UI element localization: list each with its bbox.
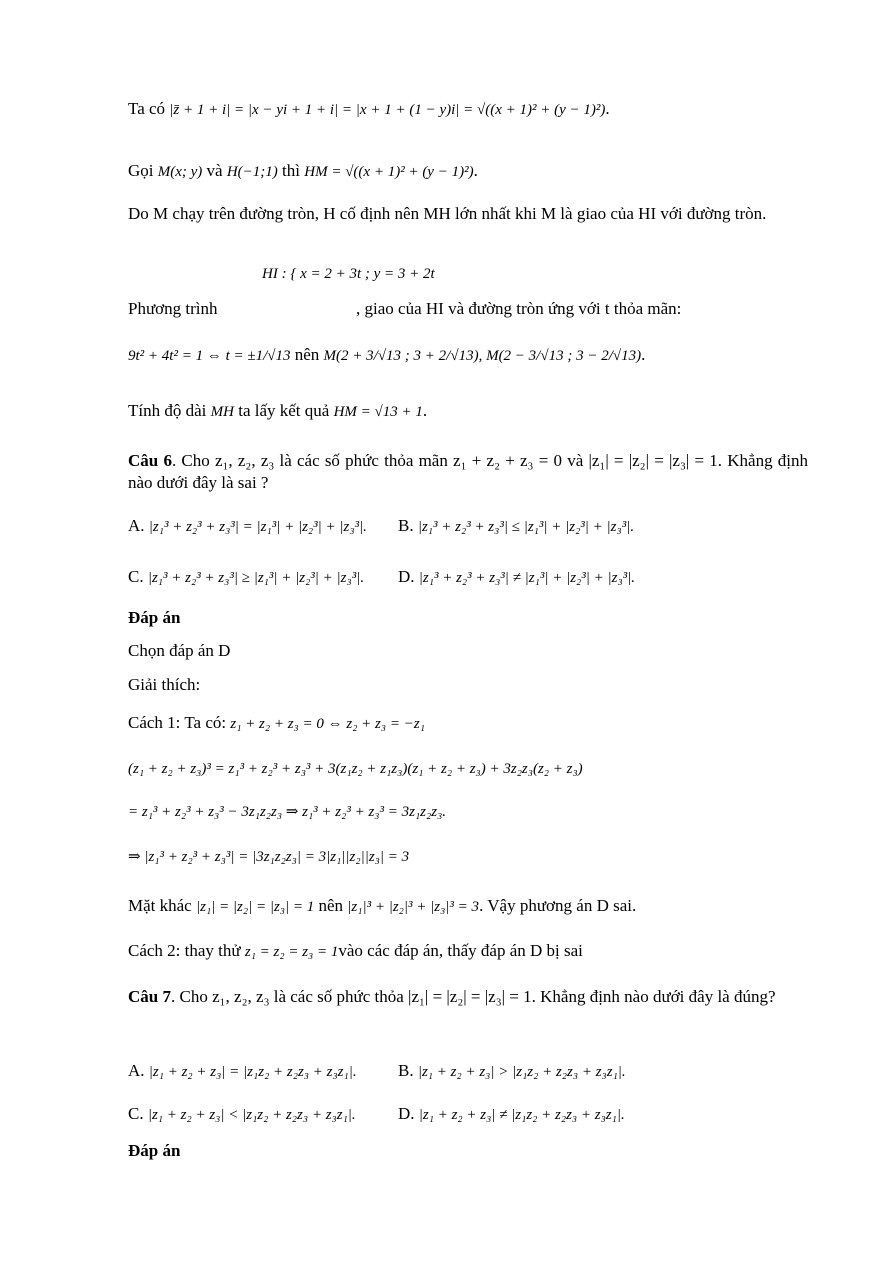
math-hm-distance: HM = √((x + 1)² + (y − 1)²): [304, 164, 474, 180]
q6-method-2: Cách 2: thay thử z₁ = z₂ = z₃ = 1vào các đáp án, thấy đáp án D bị sai: [128, 941, 583, 960]
q7-answer-title: Đáp án: [128, 1141, 181, 1160]
math-point-h: H(−1;1): [226, 164, 278, 180]
equation-line-1: Ta có |z̄ + 1 + i| = |x − yi + 1 + i| = |x + 1 + (1 − y)i| = √((x + 1)² + (y − 1)²).: [128, 99, 610, 118]
equation-line-2: Gọi M(x; y) và H(−1;1) thì HM = √((x + 1)² + (y − 1)²).: [128, 161, 478, 180]
math-point-m: M(x; y): [157, 164, 203, 180]
q6-explain-title: Giải thích:: [128, 675, 201, 694]
q6-option-a: A. |z₁³ + z₂³ + z₃³| = |z₁³| + |z₂³| + |z₃³|.: [128, 516, 367, 535]
q6-option-b: B. |z₁³ + z₂³ + z₃³| ≤ |z₁³| + |z₂³| + |z₃³|.: [398, 516, 635, 535]
q6-method-1: Cách 1: Ta có: z₁ + z₂ + z₃ = 0 ⇔ z₂ + z₃ = −z₁: [128, 713, 425, 732]
q6-equation-1: (z₁ + z₂ + z₃)³ = z₁³ + z₂³ + z₃³ + 3(z₁z₂ + z₁z₃)(z₁ + z₂ + z₃) + 3z₂z₃(z₂ + z₃): [128, 761, 583, 777]
question-6-label: Câu 6: [128, 451, 172, 470]
q6-mat-khac: Mặt khác |z₁| = |z₂| = |z₃| = 1 nên |z₁|³ + |z₂|³ + |z₃|³ = 3. Vậy phương án D sai.: [128, 896, 637, 915]
q6-answer: Chọn đáp án D: [128, 641, 231, 660]
question-6: Câu 6. Cho z₁, z₂, z₃ là các số phức thỏa mãn z₁ + z₂ + z₃ = 0 và |z₁| = |z₂| = |z₃| = 1. Khẳng định nào dưới đây là sai ?: [128, 451, 808, 492]
q6-answer-title: Đáp án: [128, 608, 181, 627]
paragraph-max-mh: Do M chạy trên đường tròn, H cố định nên MH lớn nhất khi M là giao của HI với đường tròn.: [128, 204, 767, 223]
math-modulus-expansion: |z̄ + 1 + i| = |x − yi + 1 + i| = |x + 1 + (1 − y)i| = √((x + 1)² + (y − 1)²): [169, 102, 606, 118]
q7-option-b: B. |z₁ + z₂ + z₃| > |z₁z₂ + z₂z₃ + z₃z₁|.: [398, 1061, 626, 1080]
paragraph-mh-result: Tính độ dài MH ta lấy kết quả HM = √13 + 1.: [128, 401, 428, 420]
equation-t-values: 9t² + 4t² = 1 ⇔ t = ±1/√13 nên M(2 + 3/√13 ; 3 + 2/√13), M(2 − 3/√13 ; 3 − 2/√13).: [128, 345, 646, 364]
text-ta-co: Ta có: [128, 99, 166, 118]
q6-option-c: C. |z₁³ + z₂³ + z₃³| ≥ |z₁³| + |z₂³| + |z₃³|.: [128, 567, 365, 586]
math-hi-system: HI : { x = 2 + 3t ; y = 3 + 2t: [262, 266, 435, 282]
q7-option-d: D. |z₁ + z₂ + z₃| ≠ |z₁z₂ + z₂z₃ + z₃z₁|.: [398, 1104, 625, 1123]
q6-equation-2: = z₁³ + z₂³ + z₃³ − 3z₁z₂z₃ ⇒ z₁³ + z₂³ + z₃³ = 3z₁z₂z₃.: [128, 804, 447, 820]
paragraph-phuong-trinh: Phương trình , giao của HI và đường tròn ứng với t thỏa mãn:: [128, 299, 682, 318]
q7-option-c: C. |z₁ + z₂ + z₃| < |z₁z₂ + z₂z₃ + z₃z₁|.: [128, 1104, 356, 1123]
q6-option-d: D. |z₁³ + z₂³ + z₃³| ≠ |z₁³| + |z₂³| + |z₃³|.: [398, 567, 636, 586]
question-7-label: Câu 7: [128, 987, 171, 1006]
question-7: Câu 7. Cho z₁, z₂, z₃ là các số phức thỏa |z₁| = |z₂| = |z₃| = 1. Khẳng định nào dưới đây là đúng?: [128, 987, 776, 1006]
q6-equation-3: ⇒ |z₁³ + z₂³ + z₃³| = |3z₁z₂z₃| = 3|z₁||z₂||z₃| = 3: [128, 849, 410, 865]
q7-option-a: A. |z₁ + z₂ + z₃| = |z₁z₂ + z₂z₃ + z₃z₁|.: [128, 1061, 357, 1080]
